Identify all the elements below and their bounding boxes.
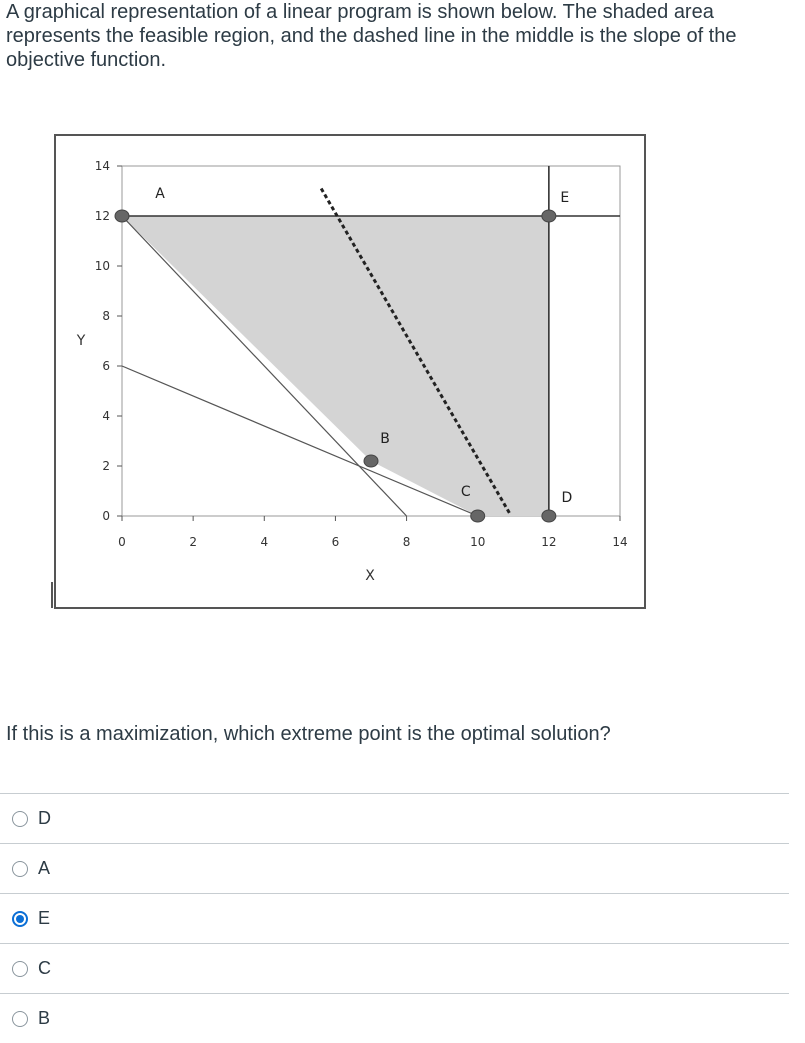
y-tick-label: 4 [102, 409, 110, 423]
point-label-a: A [155, 186, 165, 202]
radio-button[interactable] [12, 1011, 28, 1027]
x-tick-label: 12 [541, 535, 557, 549]
answer-label: D [38, 808, 51, 828]
radio-button[interactable] [12, 911, 28, 927]
question-text: A graphical representation of a linear program is shown below. The shaded area represents the feasible region, and the dashed line in the middle is the slope of the objective function. [6, 1, 737, 71]
question-prompt: If this is a maximization, which extreme point is the optimal solution? [6, 723, 611, 745]
answer-option-e[interactable] [0, 893, 789, 943]
extreme-point-b [364, 455, 378, 467]
answer-label: E [38, 908, 51, 928]
lp-graph-figure [48, 132, 648, 612]
y-tick-label: 14 [94, 159, 110, 173]
y-tick-label: 0 [102, 509, 110, 523]
answer-option-d[interactable] [0, 793, 789, 843]
lp-graph [48, 132, 648, 612]
answer-option-c[interactable] [0, 943, 789, 993]
x-tick-label: 6 [331, 535, 340, 549]
y-tick-label: 6 [102, 359, 110, 373]
x-tick-label: 10 [470, 535, 486, 549]
y-tick-label: 10 [94, 259, 110, 273]
answer-list [0, 793, 789, 1043]
answer-option-b[interactable] [0, 993, 789, 1043]
x-tick-label: 14 [612, 535, 628, 549]
y-tick-label: 12 [94, 209, 110, 223]
x-tick-label: 4 [260, 535, 269, 549]
y-axis-label: Y [76, 333, 86, 349]
y-tick-label: 8 [102, 309, 110, 323]
radio-button[interactable] [12, 861, 28, 877]
answer-label: A [38, 858, 51, 878]
x-tick-label: 2 [189, 535, 197, 549]
point-label-b: B [380, 431, 390, 447]
answer-label: B [38, 1008, 51, 1028]
answer-option-a[interactable] [0, 843, 789, 893]
extreme-point-c [471, 510, 485, 522]
point-label-c: C [460, 484, 471, 500]
extreme-point-e [542, 210, 556, 222]
point-label-e: E [560, 190, 570, 206]
y-tick-label: 2 [102, 459, 110, 473]
point-label-d: D [561, 490, 573, 506]
x-axis-label: X [365, 568, 375, 584]
x-tick-label: 0 [118, 535, 126, 549]
radio-button[interactable] [12, 811, 28, 827]
x-tick-label: 8 [402, 535, 411, 549]
radio-button[interactable] [12, 961, 28, 977]
extreme-point-a [115, 210, 129, 222]
answer-label: C [38, 958, 51, 978]
extreme-point-d [542, 510, 556, 522]
